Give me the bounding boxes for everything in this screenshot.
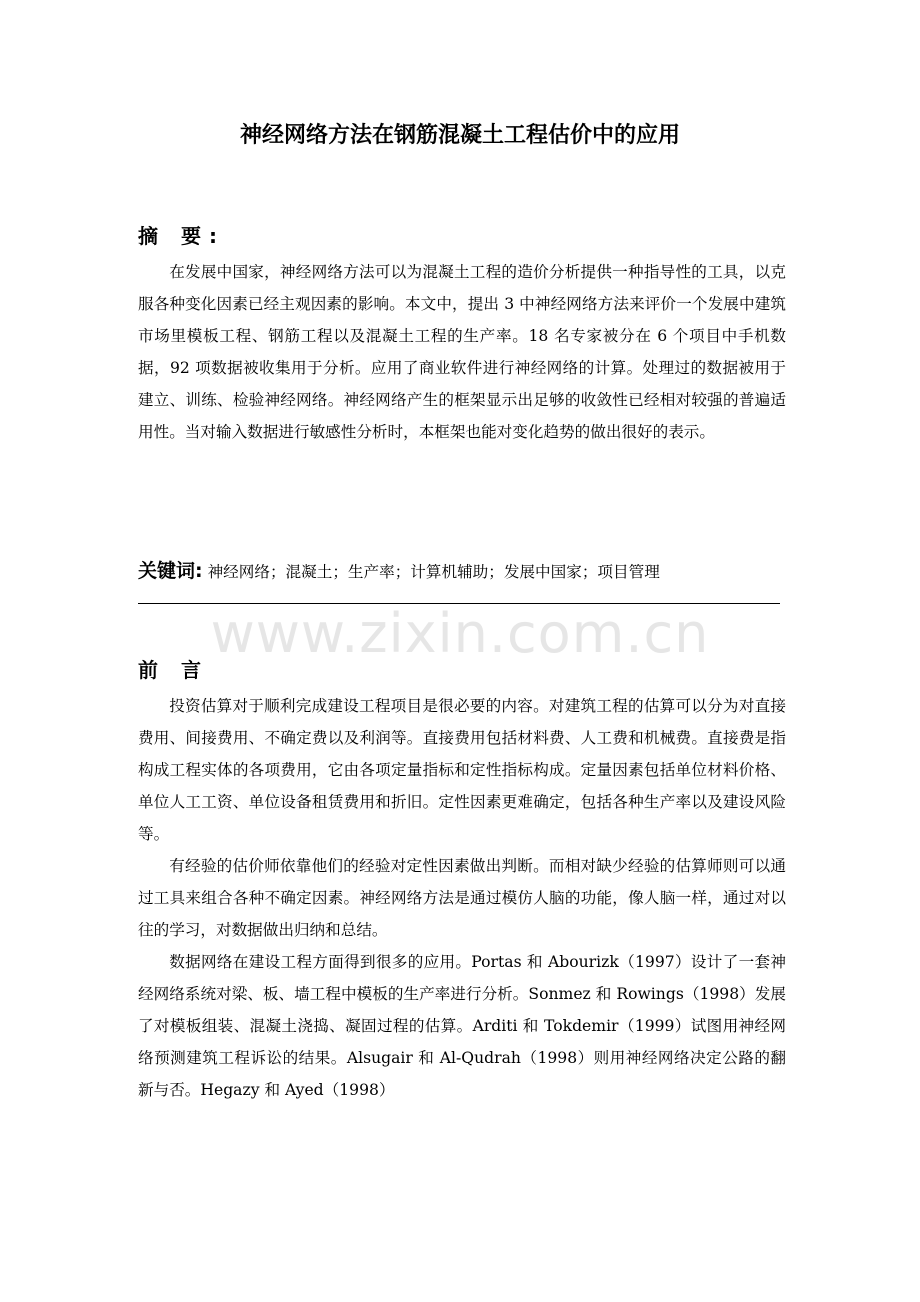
preface-paragraph-2: 有经验的估价师依靠他们的经验对定性因素做出判断。而相对缺少经验的估算师则可以通过工具来组合各种不确定因素。神经网络方法是通过模仿人脑的功能，像人脑一样，通过对以往的学习，对数据做出归纳和总结。 bbox=[138, 857, 786, 939]
preface-body bbox=[138, 690, 786, 1106]
watermark: www.zixin.com.cn bbox=[210, 602, 710, 665]
abstract-body bbox=[138, 256, 786, 448]
keywords-text: 神经网络；混凝土；生产率；计算机辅助；发展中国家；项目管理 bbox=[207, 563, 660, 581]
section-divider bbox=[138, 603, 780, 604]
preface-paragraph-1: 投资估算对于顺利完成建设工程项目是很必要的内容。对建筑工程的估算可以分为对直接费用、间接费用、不确定费以及利润等。直接费用包括材料费、人工费和机械费。直接费是指构成工程实体的各项费用，它由各项定量指标和定性指标构成。定量因素包括单位材料价格、单位人工工资、单位设备租赁费用和折旧。定性因素更难确定，包括各种生产率以及建设风险等。 bbox=[138, 697, 786, 843]
keywords-line bbox=[138, 556, 788, 583]
abstract-paragraph: 在发展中国家，神经网络方法可以为混凝土工程的造价分析提供一种指导性的工具，以克服各种变化因素已经主观因素的影响。本文中，提出 3 中神经网络方法来评价一个发展中建筑市场里模板工程、钢筋工程以及混凝土工程的生产率。18 名专家被分在 6 个项目中手机数据，92 项数据被收集用于分析。应用了商业软件进行神经网络的计算。处理过的数据被用于建立、训练、检验神经网络。神经网络产生的框架显示出足够的收敛性已经相对较强的普遍适用性。当对输入数据进行敏感性分析时，本框架也能对变化趋势的做出很好的表示。 bbox=[138, 263, 786, 441]
keywords-label: 关键词: bbox=[138, 560, 203, 582]
document-title: 神经网络方法在钢筋混凝土工程估价中的应用 bbox=[239, 123, 680, 148]
abstract-heading: 摘 要: bbox=[138, 224, 225, 248]
preface-heading: 前 言 bbox=[138, 658, 209, 682]
preface-paragraph-3: 数据网络在建设工程方面得到很多的应用。Portas 和 Abourizk（1997）设计了一套神经网络系统对梁、板、墙工程中模板的生产率进行分析。Sonmez 和 Rowings（1998）发展了对模板组装、混凝土浇捣、凝固过程的估算。Arditi 和 Tokdemir（1999）试图用神经网络预测建筑工程诉讼的结果。Alsugair 和 Al-Qudrah（1998）则用神经网络决定公路的翻新与否。Hegazy 和 Ayed（1998） bbox=[138, 953, 786, 1099]
